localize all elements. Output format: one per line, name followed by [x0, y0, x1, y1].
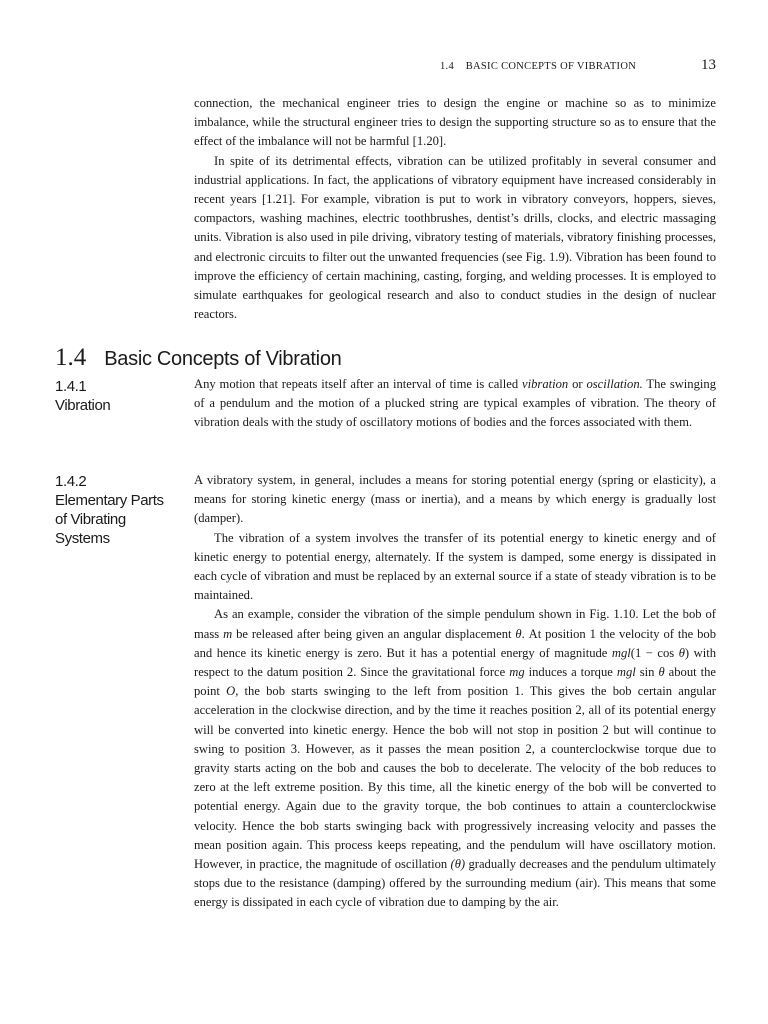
- text-run: . At position 1 the velocity of the bob and hence its kinetic energy is zero. But it has a potential energy of magnitude: [194, 626, 717, 660]
- subsection-number: 1.4.1: [55, 378, 87, 395]
- symbol-mgl: mgl: [616, 665, 636, 680]
- text-run: As an example, consider the vibration of the simple pendulum shown in Fig. 1.10. Let the bob of mass: [194, 607, 716, 641]
- running-head: [440, 57, 716, 74]
- subsection-elementary-parts-text: [194, 471, 716, 913]
- text-run: The swinging of a pendulum and the motion of a plucked string are typical examples of vibration. The theory of vibration deals with the study of oscillatory motions of bodies and the forces associated with them.: [194, 377, 716, 430]
- subsection-title-line-2: of Vibrating: [55, 511, 126, 528]
- text-run: , the bob starts swinging to the left from position 1. This gives the bob certain angular acceleration in the clockwise direction, and by the time it reaches position 2, all of its potential energy will be converted into kinetic energy. Hence the bob will not stop in position 2 but will continue to swing to position 3. However, as it passes the mean position 2, a counterclockwise torque due to gravity starts acting on the bob and causes the bob to decelerate. The velocity of the bob reduces to zero at the left extreme position. By this time, all the kinetic energy of the bob will be converted to potential energy. Again due to the gravity torque, the bob continues to attain a counterclockwise velocity. Hence the bob starts swinging back with progressively increasing velocity and passes the mean position again. This process keeps repeating, and the pendulum will have oscillatory motion. However, in practice, the magnitude of oscillation: [194, 684, 716, 872]
- symbol-mg: mg: [509, 665, 525, 680]
- running-title: 1.4 BASIC CONCEPTS OF VIBRATION: [440, 61, 637, 72]
- subsection-title-line-3: Systems: [55, 530, 110, 547]
- elementary-parts-paragraph-1: A vibratory system, in general, includes a means for storing potential energy (spring or elasticity), a means for storing kinetic energy (mass or inertia), and a means by which energy is gradually lost (damper).: [194, 473, 716, 526]
- section-heading: [55, 344, 715, 372]
- term-oscillation: oscillation.: [586, 377, 643, 391]
- symbol-o: O: [226, 684, 236, 699]
- text-run: Any motion that repeats itself after an interval of time is called: [194, 377, 523, 391]
- text-run: with respect to the datum position 2. Since the gravitational force: [194, 645, 716, 680]
- vibration-paragraph: [194, 375, 716, 433]
- subsection-title: Vibration: [55, 397, 111, 414]
- subsection-number: 1.4.2: [55, 473, 87, 490]
- text-run: or: [568, 377, 587, 391]
- symbol-theta-paren: (θ): [450, 857, 466, 872]
- intro-paragraph-1: connection, the mechanical engineer tries to design the engine or machine so as to minimize imbalance, while the structural engineer tries to design the supporting structure so as to ensure that the effect of the imbalance will not be harmful [1.20].: [194, 96, 716, 149]
- intro-paragraphs: [194, 94, 716, 324]
- math-run: ): [684, 645, 690, 660]
- elementary-parts-paragraph-2: The vibration of a system involves the transfer of its potential energy to kinetic energy and of kinetic energy to potential energy, alternately. If the system is damped, some energy is dissipated in each cycle of vibration and must be replaced by an external source if a state of steady vibration is to be maintained.: [194, 530, 716, 603]
- subsection-heading-vibration: [55, 377, 185, 415]
- symbol-theta: θ: [678, 645, 685, 660]
- symbol-m: m: [223, 626, 233, 641]
- text-run: be released after being given an angular displacement: [232, 626, 516, 641]
- intro-paragraph-2: In spite of its detrimental effects, vibration can be utilized profitably in several consumer and industrial applications. In fact, the applications of vibratory equipment have increased considerably in recent years [1.21]. For example, vibration is put to work in vibratory conveyors, hoppers, sieves, compactors, washing machines, electric toothbrushes, dentist’s drills, clocks, and electric massaging units. Vibration is also used in pile driving, vibratory testing of materials, vibratory finishing processes, and electronic circuits to filter out the unwanted frequencies (see Fig. 1.9). Vibration has been found to improve the efficiency of certain machining, casting, forging, and welding processes. It is employed to simulate earthquakes for geological research and also to conduct studies in the design of nuclear reactors.: [194, 153, 716, 322]
- section-title: Basic Concepts of Vibration: [104, 348, 342, 370]
- symbol-theta: θ: [658, 665, 665, 680]
- text-run: about the point: [194, 665, 717, 699]
- math-run: sin: [635, 665, 659, 680]
- term-vibration: vibration: [522, 377, 569, 391]
- subsection-vibration-text: [194, 375, 716, 433]
- subsection-heading-elementary-parts: [55, 472, 185, 548]
- elementary-parts-paragraph-3: [194, 605, 716, 912]
- subsection-title-line-1: Elementary Parts: [55, 492, 164, 509]
- section-number: 1.4: [55, 344, 87, 371]
- page-number: 13: [701, 57, 716, 73]
- symbol-theta: θ: [515, 626, 522, 641]
- math-run: (1 − cos: [630, 645, 679, 660]
- symbol-mgl: mgl: [611, 645, 631, 660]
- text-run: gradually decreases and the pendulum ultimately stops due to the resistance (damping) offered by the surrounding medium (air). This means that some energy is dissipated in each cycle of vibration due to damping by the air.: [194, 857, 716, 910]
- text-run: induces a torque: [524, 665, 617, 680]
